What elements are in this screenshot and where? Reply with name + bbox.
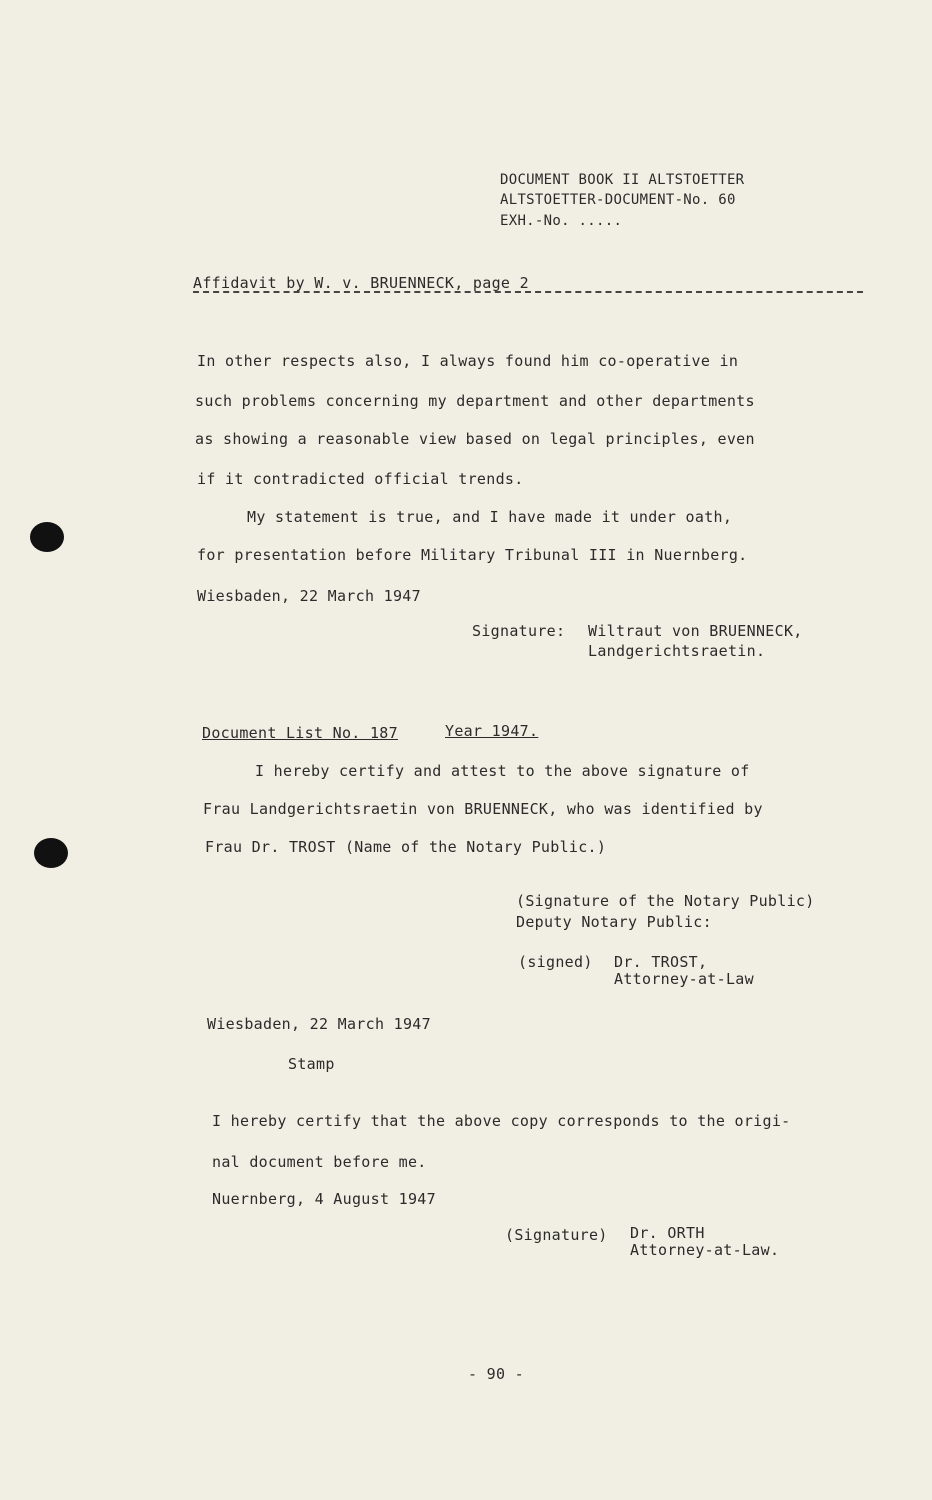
certification-place-date: Wiesbaden, 22 March 1947 — [207, 1015, 431, 1033]
paragraph-line: Frau Dr. TROST (Name of the Notary Public.) — [205, 838, 607, 856]
signed-name: Dr. TROST, — [614, 953, 708, 971]
document-list-number: Document List No. 187 — [202, 724, 398, 742]
signature-label: Signature: — [472, 622, 566, 640]
paragraph-line: nal document before me. — [212, 1153, 427, 1171]
page-number: - 90 - — [468, 1365, 524, 1383]
notary-signature-label: (Signature of the Notary Public) — [516, 892, 815, 910]
document-list-year: Year 1947. — [445, 722, 539, 740]
punch-hole-bottom — [34, 838, 68, 868]
paragraph-line: My statement is true, and I have made it under oath, — [247, 508, 733, 526]
signature-title: Landgerichtsraetin. — [588, 642, 766, 660]
affidavit-place-date: Wiesbaden, 22 March 1947 — [197, 587, 421, 605]
paragraph-line: for presentation before Military Tribunal III in Nuernberg. — [197, 546, 748, 564]
copy-signature-name: Dr. ORTH — [630, 1224, 705, 1242]
signed-title: Attorney-at-Law — [614, 970, 754, 988]
notary-deputy: Deputy Notary Public: — [516, 913, 712, 931]
copy-signature-title: Attorney-at-Law. — [630, 1241, 780, 1259]
paragraph-line: Frau Landgerichtsraetin von BRUENNECK, who was identified by — [203, 800, 763, 818]
paragraph-line: as showing a reasonable view based on legal principles, even — [195, 430, 755, 448]
paragraph-line: such problems concerning my department and other departments — [195, 392, 755, 410]
paragraph-line: if it contradicted official trends. — [197, 470, 524, 488]
header-exhibit-number: EXH.-No. ..... — [500, 213, 623, 229]
paragraph-line: In other respects also, I always found him co-operative in — [197, 352, 739, 370]
paragraph-line: I hereby certify that the above copy corresponds to the origi- — [212, 1112, 791, 1130]
affidavit-title: Affidavit by W. v. BRUENNECK, page 2 — [193, 274, 529, 292]
title-dashed-rule — [193, 291, 863, 295]
punch-hole-top — [30, 522, 64, 552]
signed-label: (signed) — [518, 953, 593, 971]
signature-name: Wiltraut von BRUENNECK, — [588, 622, 803, 640]
paragraph-line: I hereby certify and attest to the above signature of — [255, 762, 750, 780]
header-document-number: ALTSTOETTER-DOCUMENT-No. 60 — [500, 192, 736, 208]
copy-signature-label: (Signature) — [505, 1226, 608, 1244]
stamp-label: Stamp — [288, 1055, 335, 1073]
copy-certification-place-date: Nuernberg, 4 August 1947 — [212, 1190, 436, 1208]
header-document-book: DOCUMENT BOOK II ALTSTOETTER — [500, 172, 745, 188]
